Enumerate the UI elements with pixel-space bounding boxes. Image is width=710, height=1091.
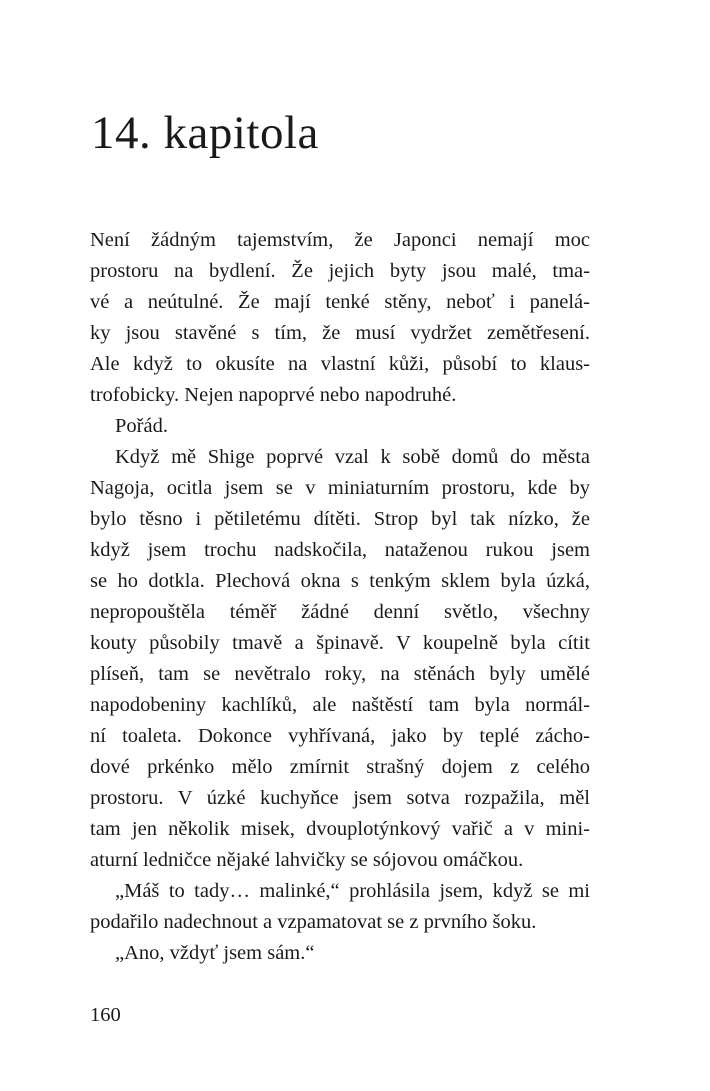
text-line: vé a neútulné. Že mají tenké stěny, neboť i panelá- [90, 291, 590, 313]
text-line: dové prkénko mělo zmírnit strašný dojem z celého [90, 756, 590, 778]
chapter-title: 14. kapitola [91, 107, 319, 159]
text-line: „Ano, vždyť jsem sám.“ [115, 942, 315, 964]
text-line: tam jen několik misek, dvouplotýnkový vařič a v mini- [90, 818, 590, 840]
text-line: prostoru. V úzké kuchyňce jsem sotva rozpažila, měl [90, 787, 590, 809]
text-line: se ho dotkla. Plechová okna s tenkým sklem byla úzká, [90, 570, 590, 592]
text-line: „Máš to tady… malinké,“ prohlásila jsem, když se mi [115, 880, 590, 902]
chapter-body [90, 225, 590, 969]
text-line: trofobicky. Nejen napoprvé nebo napodruhé. [90, 384, 457, 406]
text-line: podařilo nadechnout a vzpamatovat se z prvního šoku. [90, 911, 537, 933]
text-line: aturní ledničce nějaké lahvičky se sójovou omáčkou. [90, 849, 524, 871]
text-line: prostoru na bydlení. Že jejich byty jsou malé, tma- [90, 260, 590, 282]
text-line: kouty působily tmavě a špinavě. V koupelně byla cítit [90, 632, 590, 654]
text-line: plíseň, tam se nevětralo roky, na stěnách byly umělé [90, 663, 590, 685]
text-line: bylo těsno i pětiletému dítěti. Strop byl tak nízko, že [90, 508, 590, 530]
text-line: Pořád. [115, 415, 168, 437]
text-line: když jsem trochu nadskočila, nataženou rukou jsem [90, 539, 590, 561]
text-line: nepropouštěla téměř žádné denní světlo, všechny [90, 601, 590, 623]
text-line: ní toaleta. Dokonce vyhřívaná, jako by teplé zácho- [90, 725, 590, 747]
text-line: Nagoja, ocitla jsem se v miniaturním prostoru, kde by [90, 477, 590, 499]
text-line: Není žádným tajemstvím, že Japonci nemají moc [90, 229, 590, 251]
page-number: 160 [90, 1004, 121, 1026]
text-line: Ale když to okusíte na vlastní kůži, působí to klaus- [90, 353, 590, 375]
text-line: napodobeniny kachlíků, ale naštěstí tam byla normál- [90, 694, 590, 716]
text-line: Když mě Shige poprvé vzal k sobě domů do města [115, 446, 590, 468]
text-line: ky jsou stavěné s tím, že musí vydržet zemětřesení. [90, 322, 590, 344]
